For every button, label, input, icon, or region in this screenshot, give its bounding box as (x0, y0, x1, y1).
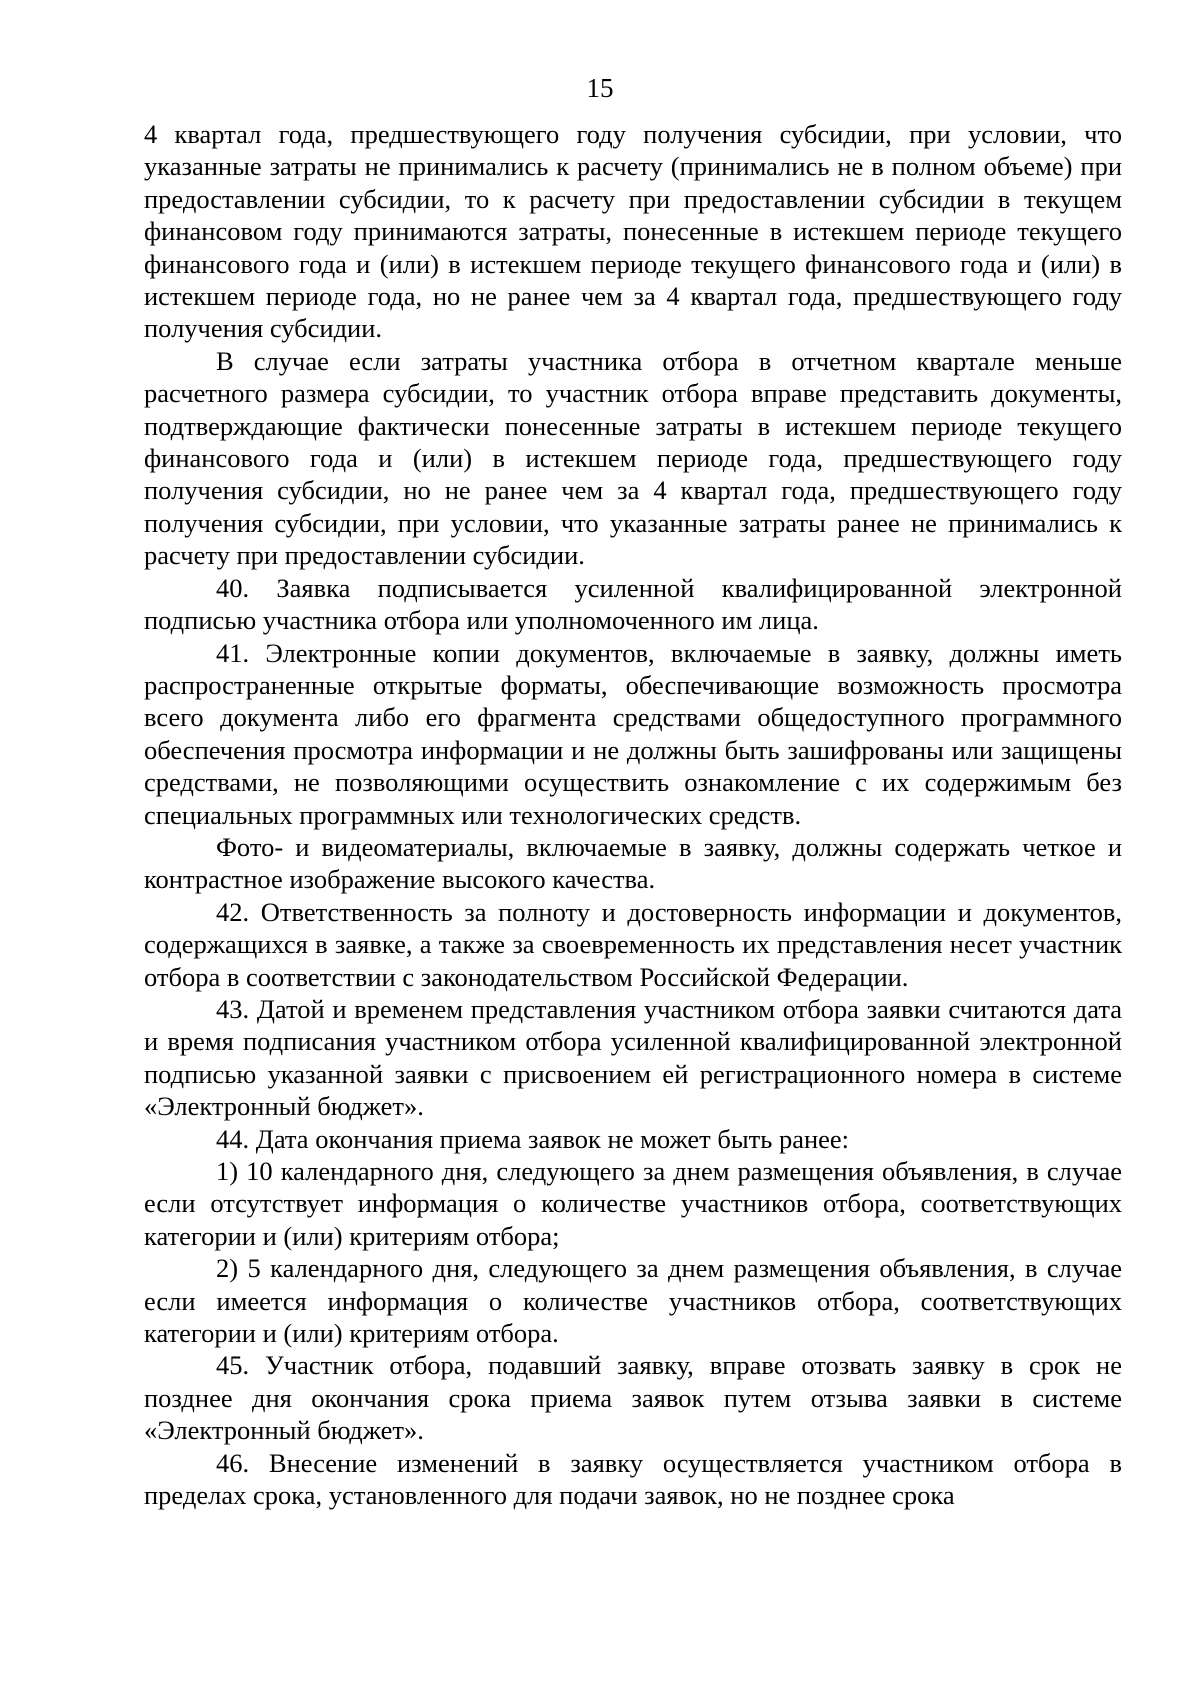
paragraph-42: 42. Ответственность за полноту и достоверность информации и документов, содержащихся в заявке, а также за своевременность их представления несет участник отбора в соответствии с законодательством Российской Федерации. (144, 896, 1122, 992)
paragraph-continuation: 4 квартал года, предшествующего году получения субсидии, при условии, что указанные затраты не принимались к расчету (принимались не в полном объеме) при предоставлении субсидии, то к расчету при предоставлении субсидии в текущем финансовом году принимаются затраты, понесенные в истекшем периоде текущего финансового года и (или) в истекшем периоде текущего финансового года и (или) в истекшем периоде года, но не ранее чем за 4 квартал года, предшествующего году получения субсидии. (144, 119, 1122, 344)
page-number: 15 (586, 73, 614, 103)
paragraph-44-item-1: 1) 10 календарного дня, следующего за днем размещения объявления, в случае если отсутствует информация о количестве участников отбора, соответствующих категории и (или) критериям отбора; (144, 1156, 1122, 1251)
document-body (144, 118, 1122, 1511)
paragraph-photo-video: Фото- и видеоматериалы, включаемые в заявку, должны содержать четкое и контрастное изображение высокого качества. (144, 831, 1122, 895)
paragraph-41: 41. Электронные копии документов, включаемые в заявку, должны иметь распространенные открытые форматы, обеспечивающие возможность просмотра всего документа либо его фрагмента средствами общедоступного программного обеспечения просмотра информации и не должны быть зашифрованы или защищены средствами, не позволяющими осуществить ознакомление с их содержимым без специальных программных или технологических средств. (144, 637, 1122, 830)
paragraph-43: 43. Датой и временем представления участником отбора заявки считаются дата и время подписания участником отбора усиленной квалифицированной электронной подписью указанной заявки с присвоением ей регистрационного номера в системе «Электронный бюджет». (144, 993, 1122, 1122)
paragraph-expense-report: В случае если затраты участника отбора в отчетном квартале меньше расчетного размера субсидии, то участник отбора вправе представить документы, подтверждающие фактически понесенные затраты в истекшем периоде текущего финансового года и (или) в истекшем периоде года, предшествующего году получения субсидии, но не ранее чем за 4 квартал года, предшествующего году получения субсидии, при условии, что указанные затраты ранее не принимались к расчету при предоставлении субсидии. (144, 345, 1122, 571)
paragraph-44: 44. Дата окончания приема заявок не может быть ранее: (216, 1123, 850, 1154)
paragraph-45: 45. Участник отбора, подавший заявку, вправе отозвать заявку в срок не позднее дня окончания срока приема заявок путем отзыва заявки в системе «Электронный бюджет». (144, 1350, 1122, 1446)
paragraph-44-item-2: 2) 5 календарного дня, следующего за днем размещения объявления, в случае если имеется информация о количестве участников отбора, соответствующих категории и (или) критериям отбора. (144, 1253, 1122, 1349)
paragraph-40: 40. Заявка подписывается усиленной квалифицированной электронной подписью участника отбора или уполномоченного им лица. (144, 572, 1122, 636)
paragraph-46: 46. Внесение изменений в заявку осуществляется участником отбора в пределах срока, установленного для подачи заявок, но не позднее срока (144, 1447, 1122, 1511)
